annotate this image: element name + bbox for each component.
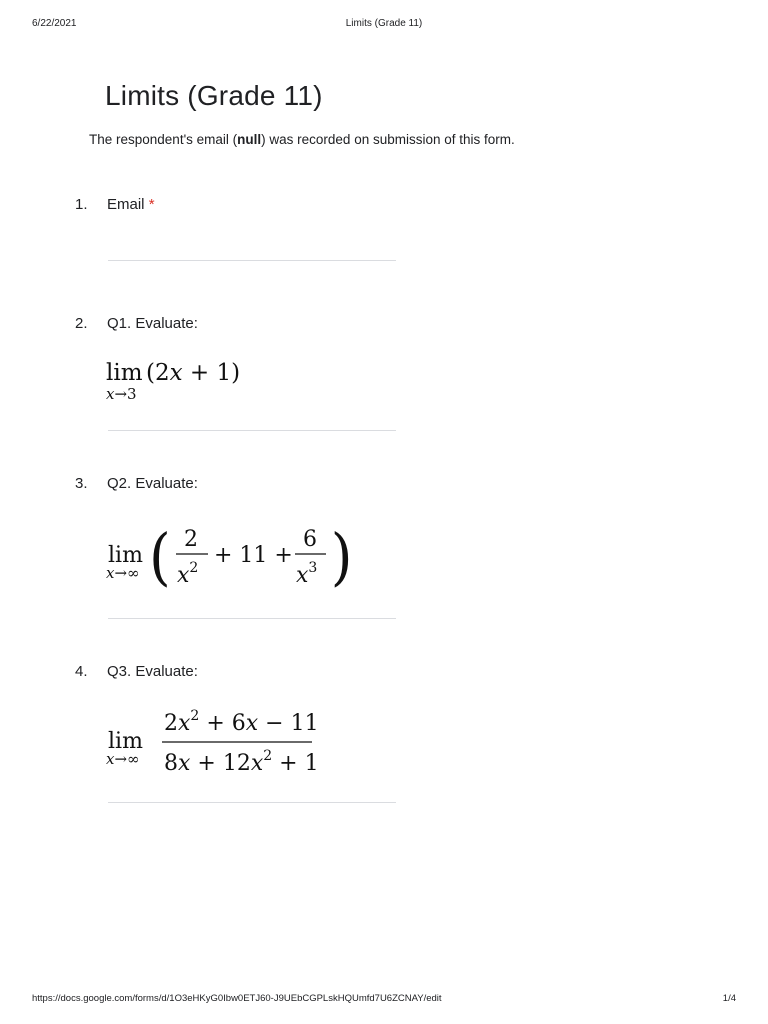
- page-number: 1/4: [722, 993, 736, 1004]
- q1-limit-expression: [104, 352, 254, 406]
- q1-answer-line[interactable]: [108, 430, 396, 431]
- left-paren: (: [149, 520, 171, 593]
- q3-numerator: $2x^2 + 6x - 11$: [164, 708, 319, 736]
- lim-operator: lim: [108, 543, 143, 568]
- email-notice-suffix: ) was recorded on submission of this form.: [261, 132, 515, 147]
- lim-operator: lim: [108, 729, 143, 754]
- question-number: 4.: [75, 663, 88, 680]
- right-paren: ): [330, 520, 353, 593]
- question-label: Q3. Evaluate:: [107, 663, 198, 680]
- email-notice-value: null: [237, 132, 262, 147]
- lim-operator: lim: [106, 360, 143, 386]
- print-footer: [32, 993, 736, 1005]
- frac2-denominator: $x^3$: [296, 560, 318, 588]
- q3-limit-expression: [104, 704, 324, 780]
- question-label: Q2. Evaluate:: [107, 475, 198, 492]
- q3-answer-line[interactable]: [108, 802, 396, 803]
- question-number: 3.: [75, 475, 88, 492]
- frac1-numerator: 2: [184, 527, 198, 552]
- print-url: https://docs.google.com/forms/d/1O3eHKyG0Ibw0ETJ60-J9UEbCGPLskHQUmfd7U6ZCNAY/edit: [32, 993, 442, 1004]
- frac2-numerator: 6: [303, 527, 317, 552]
- lim-subscript: x→3: [106, 385, 137, 403]
- email-answer-line[interactable]: [108, 260, 396, 261]
- q2-answer-line[interactable]: [108, 618, 396, 619]
- question-number: 1.: [75, 196, 88, 213]
- q2-limit-expression: [104, 516, 354, 596]
- print-date: 6/22/2021: [32, 18, 77, 29]
- question-number: 2.: [75, 315, 88, 332]
- question-label: Q1. Evaluate:: [107, 315, 198, 332]
- email-notice-prefix: The respondent's email (: [89, 132, 238, 147]
- middle-term: + 11 +: [214, 543, 293, 568]
- lim-subscript: x→∞: [106, 750, 140, 768]
- print-header: [32, 18, 736, 32]
- print-document-title: Limits (Grade 11): [345, 18, 423, 29]
- q1-expression: (2x + 1): [146, 360, 241, 386]
- frac1-denominator: $x^2$: [177, 560, 199, 588]
- question-label: [107, 196, 155, 213]
- form-title: Limits (Grade 11): [105, 80, 323, 111]
- question-label-text: Email: [107, 196, 145, 213]
- lim-subscript: x→∞: [106, 564, 140, 582]
- q3-denominator: $8x + 12x^2 + 1$: [164, 748, 319, 776]
- email-notice: [89, 132, 515, 147]
- required-asterisk: *: [148, 196, 155, 213]
